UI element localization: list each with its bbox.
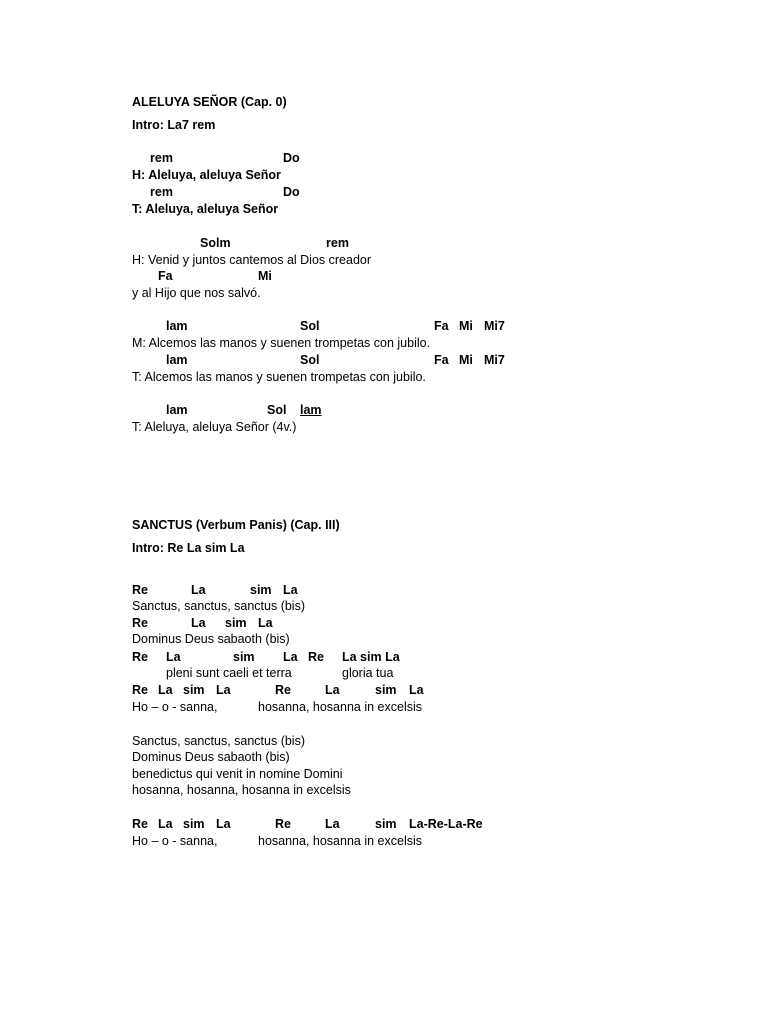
chord: lam	[166, 353, 188, 367]
chord: Re	[132, 616, 148, 630]
chord: Re	[132, 650, 148, 664]
chord: La	[191, 583, 206, 597]
lyric-line: T: Aleluya, aleluya Señor (4v.)	[132, 420, 297, 434]
lyric-line: M: Alcemos las manos y suenen trompetas con jubilo.	[132, 336, 431, 350]
lyric-line: gloria tua	[342, 666, 394, 680]
chord: Mi7	[484, 353, 505, 367]
lyric-line: Ho – o - sanna,	[132, 834, 218, 848]
chord: Fa	[434, 319, 449, 333]
chord: La	[409, 683, 424, 697]
chord: La	[258, 616, 273, 630]
lyric-line: Dominus Deus sabaoth (bis)	[132, 750, 290, 764]
chord: sim	[225, 616, 247, 630]
lyric-line: Dominus Deus sabaoth (bis)	[132, 632, 290, 646]
chord: lam	[166, 319, 188, 333]
chord: Re	[132, 683, 148, 697]
chord: Mi	[459, 353, 473, 367]
lyric-line: benedictus qui venit in nomine Domini	[132, 767, 343, 781]
chord: Do	[283, 151, 300, 165]
chord: La-Re-La-Re	[409, 817, 483, 831]
lyric-line: pleni sunt caeli et terra	[166, 666, 292, 680]
lyric-line: Sanctus, sanctus, sanctus (bis)	[132, 734, 305, 748]
chord: La	[191, 616, 206, 630]
chord: sim	[183, 817, 205, 831]
chord: La	[216, 817, 231, 831]
chord: lam	[166, 403, 188, 417]
chord: Do	[283, 185, 300, 199]
chord: Sol	[300, 319, 320, 333]
chord: Re	[275, 817, 291, 831]
chord: sim	[183, 683, 205, 697]
lyric-line: H: Venid y juntos cantemos al Dios creador	[132, 253, 372, 267]
chord: Fa	[158, 269, 173, 283]
chord: sim	[375, 817, 397, 831]
chord: La sim La	[342, 650, 400, 664]
song-title: ALELUYA SEÑOR (Cap. 0)	[132, 95, 287, 109]
chord: La	[283, 650, 298, 664]
lyric-line: hosanna, hosanna in excelsis	[258, 700, 423, 714]
chord: lam	[300, 403, 322, 417]
chord: Solm	[200, 236, 231, 250]
lyric-line: T: Aleluya, aleluya Señor	[132, 202, 279, 216]
chord: La	[158, 817, 173, 831]
chord: La	[158, 683, 173, 697]
chord: La	[216, 683, 231, 697]
chord: Mi	[459, 319, 473, 333]
chord: sim	[233, 650, 255, 664]
lyric-line: Sanctus, sanctus, sanctus (bis)	[132, 599, 305, 613]
lyric-line: y al Hijo que nos salvó.	[132, 286, 261, 300]
chord: Sol	[267, 403, 287, 417]
song-intro: Intro: Re La sim La	[132, 541, 245, 555]
chord: rem	[150, 185, 173, 199]
chord: La	[283, 583, 298, 597]
chord: sim	[375, 683, 397, 697]
chord: Re	[308, 650, 324, 664]
chord: Mi7	[484, 319, 505, 333]
chord: rem	[150, 151, 173, 165]
chord: Re	[132, 817, 148, 831]
chord: Re	[275, 683, 291, 697]
chord: Fa	[434, 353, 449, 367]
chord: Mi	[258, 269, 272, 283]
chord: Re	[132, 583, 148, 597]
lyric-line: H: Aleluya, aleluya Señor	[132, 168, 281, 182]
lyric-line: hosanna, hosanna, hosanna in excelsis	[132, 783, 351, 797]
chord: Sol	[300, 353, 320, 367]
chord: rem	[326, 236, 349, 250]
chord: sim	[250, 583, 272, 597]
lyric-line: hosanna, hosanna in excelsis	[258, 834, 423, 848]
lyric-line: Ho – o - sanna,	[132, 700, 218, 714]
lyric-line: T: Alcemos las manos y suenen trompetas con jubilo.	[132, 370, 426, 384]
chord: La	[166, 650, 181, 664]
chord: La	[325, 817, 340, 831]
chord: La	[325, 683, 340, 697]
song-intro: Intro: La7 rem	[132, 118, 216, 132]
song-title: SANCTUS (Verbum Panis) (Cap. III)	[132, 518, 340, 532]
